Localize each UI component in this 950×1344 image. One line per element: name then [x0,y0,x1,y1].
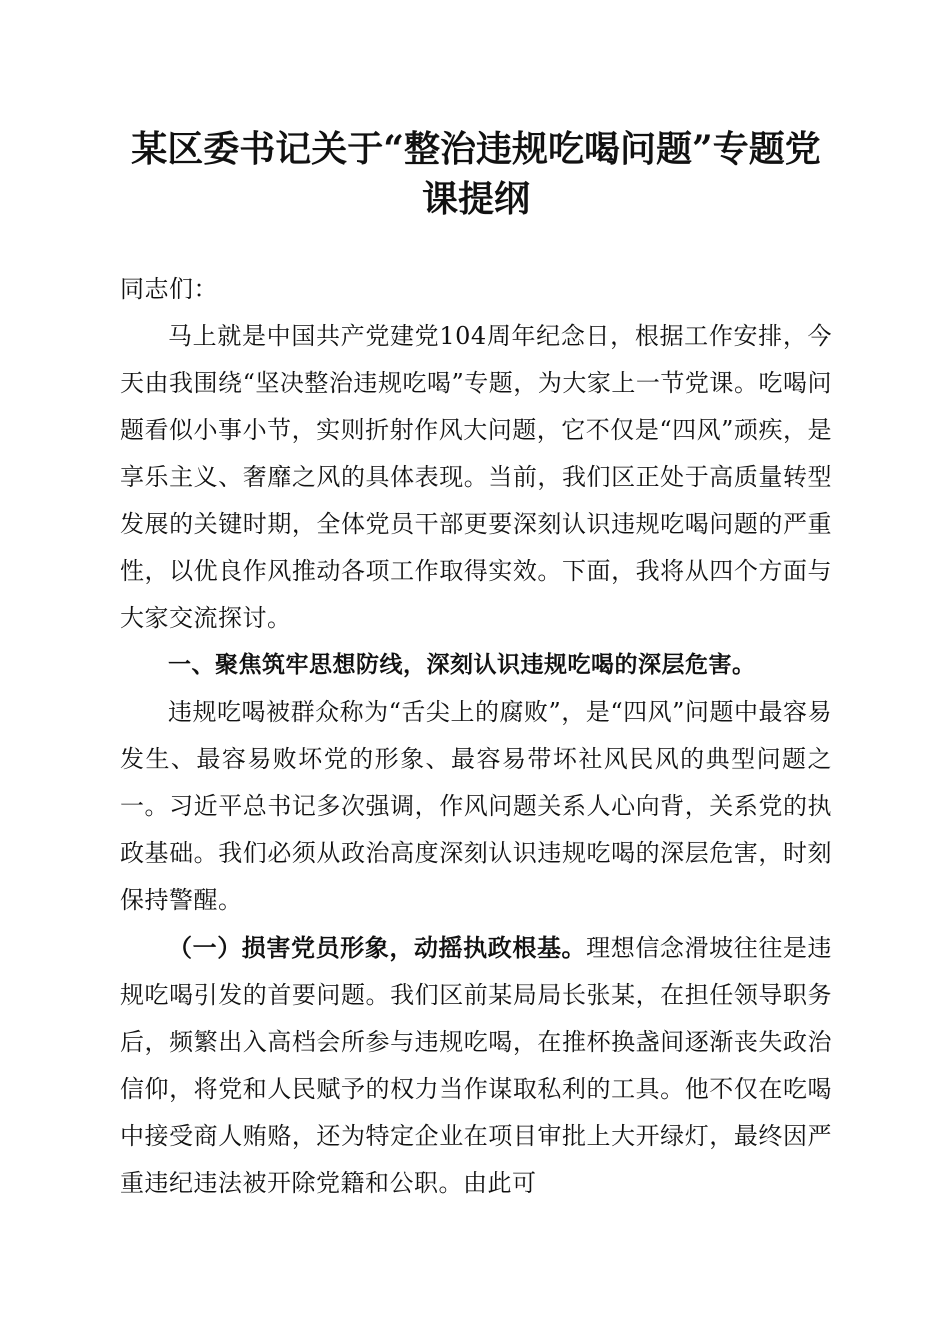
subsection-1-heading: （一）损害党员形象，动摇执政根基。 [168,933,587,962]
section-1-heading: 一、聚焦筑牢思想防线，深刻认识违规吃喝的深层危害。 [168,652,756,678]
document-page [120,0,832,1207]
intro-paragraph: 马上就是中国共产党建党104周年纪念日，根据工作安排，今天由我围绕“坚决整治违规吃喝”专题，为大家上一节党课。吃喝问题看似小事小节，实则折射作风大问题，它不仅是“四风”顽疾，是享乐主义、奢靡之风的具体表现。当前，我们区正处于高质量转型发展的关键时期，全体党员干部更要深刻认识违规吃喝问题的严重性，以优良作风推动各项工作取得实效。下面，我将从四个方面与大家交流探讨。 [120,322,832,632]
document-body [120,266,832,1207]
subsection-1-text: 理想信念滑坡往往是违规吃喝引发的首要问题。我们区前某局局长张某，在担任领导职务后，频繁出入高档会所参与违规吃喝，在推杯换盏间逐渐丧失政治信仰，将党和人民赋予的权力当作谋取私利的工具。他不仅在吃喝中接受商人贿赂，还为特定企业在项目审批上大开绿灯，最终因严重违纪违法被开除党籍和公职。由此可 [120,934,833,1197]
salutation: 同志们： [120,275,218,303]
title-line-2: 课提纲 [421,178,530,220]
subsection-1-paragraph [120,924,832,1207]
section-1-paragraph: 违规吃喝被群众称为“舌尖上的腐败”，是“四风”问题中最容易发生、最容易败坏党的形象、最容易带坏社风民风的典型问题之一。习近平总书记多次强调，作风问题关系人心向背，关系党的执政基础。我们必须从政治高度深刻认识违规吃喝的深层危害，时刻保持警醒。 [120,698,832,914]
document-title [120,124,832,224]
title-line-1: 某区委书记关于“整治违规吃喝问题”专题党 [131,128,821,170]
